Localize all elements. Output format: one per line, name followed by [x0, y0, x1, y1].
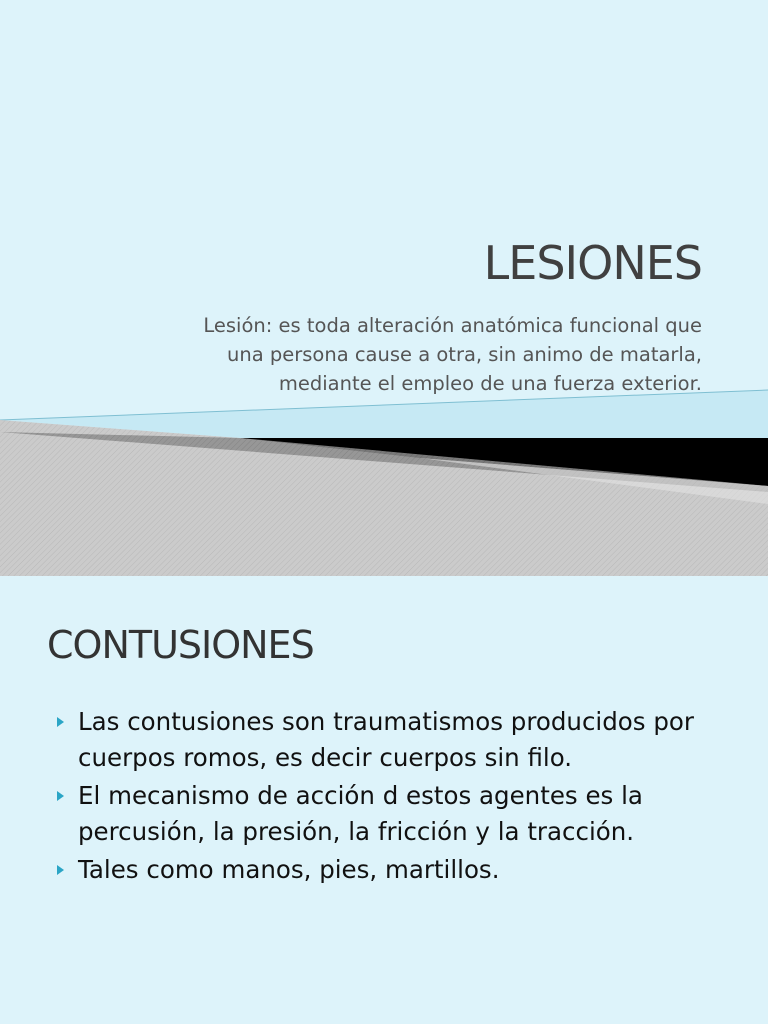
bullet-text: Tales como manos, pies, martillos.	[78, 855, 500, 884]
subtitle-line: mediante el empleo de una fuerza exterior.	[278, 372, 702, 395]
bullet-list	[55, 704, 735, 890]
subtitle-line: Lesión: es toda alteración anatómica funcional que	[203, 314, 702, 337]
bullet-text: Las contusiones son traumatismos producidos por cuerpos romos, es decir cuerpos sin filo.	[78, 707, 694, 772]
subtitle-line: una persona cause a otra, sin animo de matarla,	[226, 343, 702, 366]
list-item	[55, 852, 735, 888]
bullet-text: El mecanismo de acción d estos agentes es la percusión, la presión, la fricción y la tracción.	[78, 781, 643, 846]
slide-title: CONTUSIONES	[47, 623, 314, 667]
list-item	[55, 778, 735, 850]
slide-title: LESIONES	[483, 236, 702, 290]
bullet-arrow-icon	[57, 865, 64, 875]
decorative-band	[0, 380, 768, 576]
list-item	[55, 704, 735, 776]
bullet-arrow-icon	[57, 717, 64, 727]
slide-contusiones	[0, 576, 768, 1024]
bullet-arrow-icon	[57, 791, 64, 801]
